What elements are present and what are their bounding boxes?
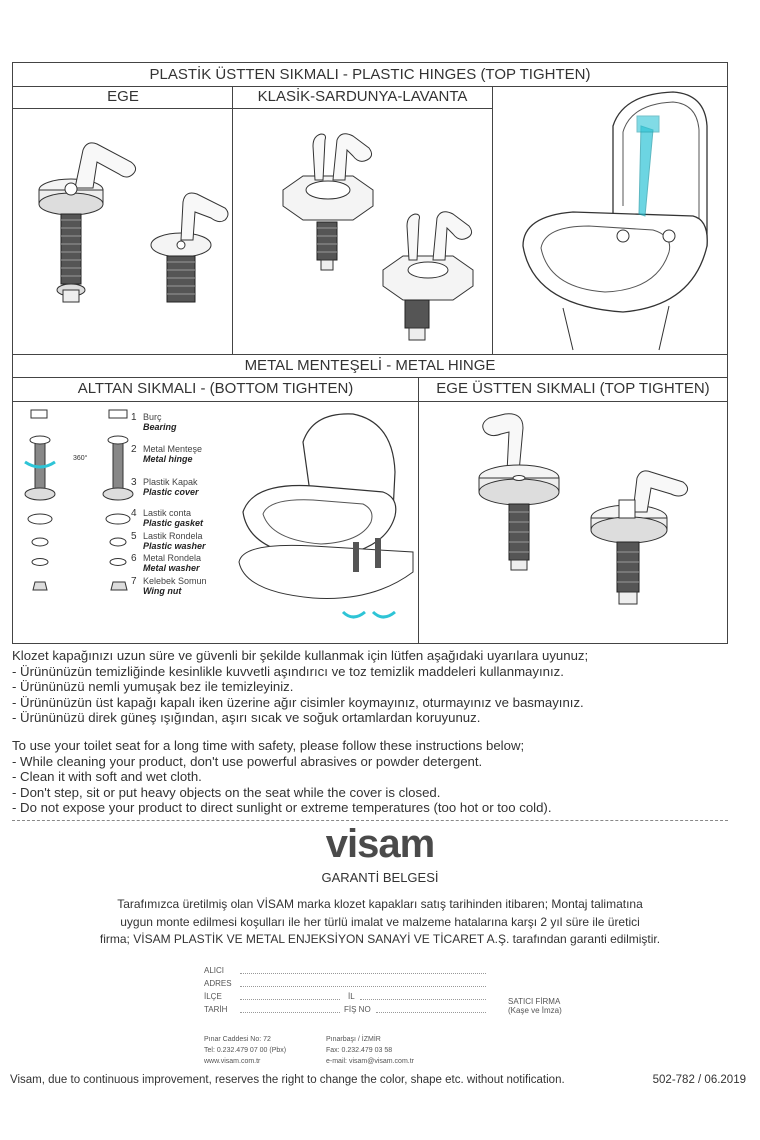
part-item — [33, 576, 233, 596]
part-label-en: Plastic gasket — [143, 518, 204, 528]
instruction-tr-line: Klozet kapağınızı uzun süre ve güvenli bir şekilde kullanmak için lütfen aşağıdaki uyarılara uyunuz; — [12, 648, 589, 663]
part-label-en: Metal washer — [143, 563, 200, 573]
fis-field[interactable] — [376, 1012, 486, 1013]
instructions-en — [12, 738, 742, 816]
top-tighten-metal-hinge-illustration — [419, 402, 727, 642]
top-tighten-cell — [419, 377, 727, 643]
address-line: Fax: 0.232.479 03 58 — [326, 1047, 393, 1054]
top-tighten-title: EGE ÜSTTEN SIKMALI (TOP TIGHTEN) — [419, 377, 727, 402]
il-field[interactable] — [360, 999, 486, 1000]
part-label-tr: Lastik Rondela — [143, 531, 203, 541]
warranty-form — [204, 966, 584, 1018]
part-label-tr: Kelebek Somun — [143, 576, 207, 586]
part-item — [33, 531, 233, 551]
satici-label: SATICI FİRMA — [508, 997, 561, 1006]
part-number: 7 — [131, 576, 137, 587]
part-label-tr: Plastik Kapak — [143, 477, 198, 487]
fis-label: FİŞ NO — [344, 1005, 371, 1014]
website: www.visam.com.tr — [204, 1058, 261, 1065]
instruction-tr-line: - Ürününüzü nemli yumuşak bez ile temizleyiniz. — [12, 679, 294, 695]
warranty-line: Tarafımızca üretilmiş olan VİSAM marka klozet kapakları satış tarihinden itibaren; Montaj talimatına — [117, 897, 643, 911]
address-line: Tel: 0.232.479 07 00 (Pbx) — [204, 1047, 287, 1054]
part-item — [33, 444, 233, 464]
satici-sub-label: (Kaşe ve İmza) — [508, 1006, 562, 1015]
plastic-hinges-title: PLASTİK ÜSTTEN SIKMALI - PLASTIC HINGES (TOP TIGHTEN) — [13, 63, 727, 87]
instruction-en-line: - Clean it with soft and wet cloth. — [12, 769, 202, 785]
warranty-text — [40, 896, 720, 949]
warranty-title: GARANTİ BELGESİ — [321, 870, 439, 885]
instruction-en-line: To use your toilet seat for a long time with safety, please follow these instructions below; — [12, 738, 525, 753]
part-number: 6 — [131, 553, 137, 564]
klasik-plastic-hinge-illustration — [233, 110, 493, 350]
instruction-tr-line: - Ürününüzün temizliğinde kesinlikle kuvvetli aşındırıcı ve toz temizlik maddeleri kullanmayınız. — [12, 663, 564, 679]
klasik-cell — [233, 86, 493, 354]
part-number: 2 — [131, 444, 137, 455]
part-label-tr: Metal Rondela — [143, 553, 202, 563]
warranty-line: uygun monte edilmesi koşulları ile her türlü imalat ve malzeme hatalarına karşı 2 yıl süre ile üretici — [120, 914, 640, 929]
part-label-tr: Lastik conta — [143, 508, 192, 518]
address-line: Pınarbaşı / İZMİR — [326, 1036, 381, 1043]
visam-logo: visam — [325, 822, 435, 866]
il-label: İL — [348, 992, 355, 1001]
ege-cell — [13, 86, 233, 354]
divider — [12, 820, 728, 821]
rotation-label: 360° — [73, 455, 88, 462]
instruction-en-line: - Don't step, sit or put heavy objects on the seat while the cover is closed. — [12, 784, 441, 800]
metal-hinge-title: METAL MENTEŞELİ - METAL HINGE — [13, 354, 727, 378]
ege-title: EGE — [13, 86, 233, 109]
ilce-label: İLÇE — [204, 992, 222, 1001]
part-number: 4 — [131, 508, 137, 519]
toilet-mounting-illustration — [493, 86, 727, 352]
adres-field[interactable] — [240, 986, 486, 987]
part-item — [33, 477, 233, 497]
toilet-mounting-cell — [493, 86, 727, 354]
warranty-line: firma; VİSAM PLASTİK VE METAL ENJEKSİYON SANAYİ VE TİCARET A.Ş. tarafından garanti edilmiştir. — [99, 932, 661, 946]
instruction-en-line: - Do not expose your product to direct sunlight or extreme temperatures (too hot or too cold). — [12, 800, 552, 816]
diagram-sheet — [12, 62, 728, 644]
part-number: 1 — [131, 412, 137, 423]
part-item — [33, 412, 233, 432]
part-label-en: Metal hinge — [143, 454, 193, 464]
alici-field[interactable] — [240, 973, 486, 974]
bottom-tighten-cell — [13, 377, 419, 643]
address-right — [326, 1034, 414, 1067]
address-left — [204, 1034, 286, 1067]
address-line: Pınar Caddesi No: 72 — [204, 1036, 271, 1043]
part-item — [33, 508, 233, 528]
part-number: 5 — [131, 531, 137, 542]
bottom-tighten-title: ALTTAN SIKMALI - (BOTTOM TIGHTEN) — [13, 377, 418, 402]
ilce-field[interactable] — [240, 999, 340, 1000]
part-label-tr: Burç — [143, 412, 162, 422]
footer-code: 502-782 / 06.2019 — [652, 1074, 746, 1086]
part-label-en: Plastic cover — [143, 487, 199, 497]
alici-label: ALICI — [204, 966, 225, 975]
klasik-title: KLASİK-SARDUNYA-LAVANTA — [233, 86, 492, 109]
part-item — [33, 553, 233, 573]
instruction-en-line: - While cleaning your product, don't use powerful abrasives or powder detergent. — [12, 753, 483, 769]
instruction-tr-line: - Ürününüzün üst kapağı kapalı iken üzerine ağır cisimler koymayınız, oturmayınız ve basmayınız. — [12, 694, 584, 710]
tarih-field[interactable] — [240, 1012, 340, 1013]
instruction-tr-line: - Ürününüzü direk güneş ışığından, aşırı sıcak ve soğuk ortamlardan koruyunuz. — [12, 710, 481, 726]
adres-label: ADRES — [204, 979, 232, 988]
part-label-en: Wing nut — [143, 586, 182, 596]
part-number: 3 — [131, 477, 137, 488]
part-label-tr: Metal Menteşe — [143, 444, 203, 454]
ege-plastic-hinge-illustration — [13, 110, 233, 350]
part-label-en: Plastic washer — [143, 541, 206, 551]
footer-notice: Visam, due to continuous improvement, reserves the right to change the color, shape etc. without notification. — [10, 1074, 565, 1086]
email: e-mail: visam@visam.com.tr — [326, 1058, 415, 1065]
part-label-en: Bearing — [143, 422, 177, 432]
tarih-label: TARİH — [204, 1005, 228, 1014]
instructions-tr — [12, 648, 742, 726]
